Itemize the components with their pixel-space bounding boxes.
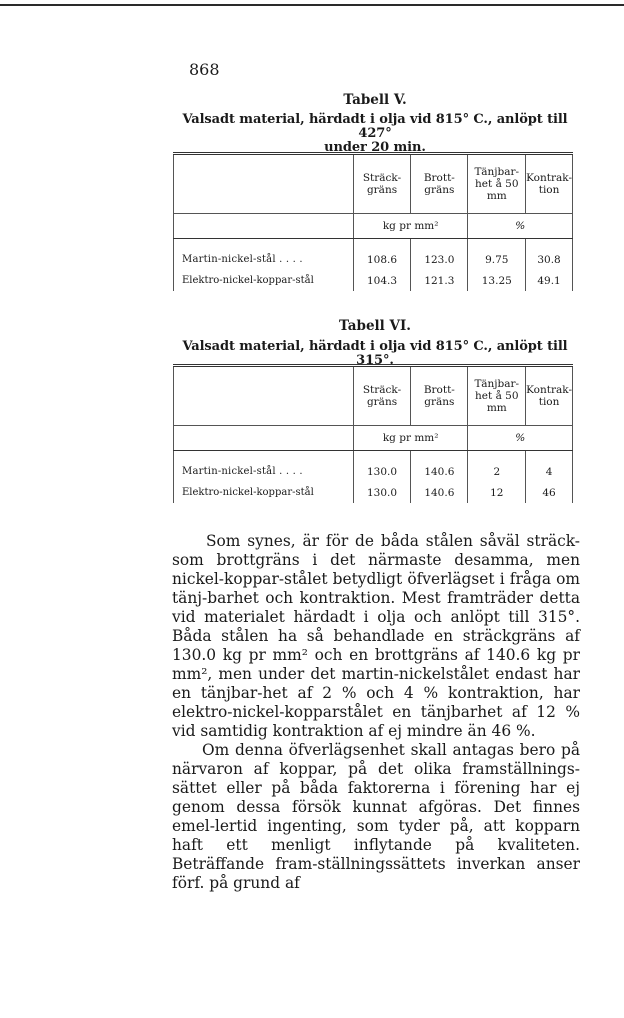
table-row: [174, 482, 573, 503]
page-number: 868: [189, 60, 220, 79]
table5-title: Tabell V.: [343, 92, 407, 108]
table5-caption-line1: Valsadt material, härdadt i olja vid 815° C., anlöpt till 427°: [182, 112, 568, 141]
table6-header-tanjbarhet: Tänjbar- het å 50 mm: [468, 366, 526, 426]
table5-row2-kontr: 49.1: [526, 270, 573, 291]
table5-row2-brott: 121.3: [411, 270, 468, 291]
table6-row2-name: Elektro-nickel-koppar-stål: [174, 482, 354, 503]
table6-row1-kontr: 4: [526, 461, 573, 482]
table6-unit-percent: %: [468, 426, 573, 451]
table6-row2-brott: 140.6: [411, 482, 468, 503]
table5-header-strackgrans: Sträck- gräns: [353, 154, 410, 214]
table5-header-kontraktion: Kontrak- tion: [526, 154, 573, 214]
table6-row2-strack: 130.0: [353, 482, 410, 503]
table5-row1-strack: 108.6: [353, 249, 410, 270]
table6-row1-name: Martin-nickel-stål . . . .: [174, 461, 354, 482]
table5: [173, 152, 573, 291]
table5-row1-tanj: 9.75: [468, 249, 526, 270]
table6-row1-strack: 130.0: [353, 461, 410, 482]
paragraph-2: Om denna öfverlägsenhet skall antagas bero på närvaron af koppar, på det olika framställnings-sättet eller på båda faktorerna i förening har ej genom dessa försök kunnat afgöras. Det finnes emel-lertid ingenting, som tyder på, att kopparn haft ett menligt inflytande på kvaliteten. Beträffande fram-ställningssättets inverkan anser förf. på grund af: [172, 741, 580, 892]
table6-caption-line1: Valsadt material, härdadt i olja vid 815° C., anlöpt till 315°.: [182, 339, 568, 368]
table5-row1-name: Martin-nickel-stål . . . .: [174, 249, 354, 270]
table-row: [174, 249, 573, 270]
table6-header-brottgrans: Brott- gräns: [411, 366, 468, 426]
table6-title: Tabell VI.: [339, 318, 411, 334]
table6: [173, 364, 573, 503]
table5-unit-kg: kg pr mm²: [353, 214, 468, 239]
table6-row1-brott: 140.6: [411, 461, 468, 482]
table5-row2-name: Elektro-nickel-koppar-stål: [174, 270, 354, 291]
table6-header-kontraktion: Kontrak- tion: [526, 366, 573, 426]
table5-row1-kontr: 30.8: [526, 249, 573, 270]
table5-caption: [172, 113, 578, 155]
page-top-edge: [0, 4, 624, 6]
table6-row2-kontr: 46: [526, 482, 573, 503]
table-row: [174, 270, 573, 291]
table5-caption-line2: under 20 min.: [324, 140, 426, 155]
table5-unit-percent: %: [468, 214, 573, 239]
table6-unit-kg: kg pr mm²: [353, 426, 468, 451]
table6-row2-tanj: 12: [468, 482, 526, 503]
body-text: [172, 532, 580, 893]
table-row: [174, 461, 573, 482]
table5-row1-brott: 123.0: [411, 249, 468, 270]
table5-row2-tanj: 13.25: [468, 270, 526, 291]
paragraph-1: Som synes, är för de båda stålen såväl sträck-som brottgräns i det närmaste desamma, men nickel-koppar-stålet betydligt öfverlägset i fråga om tänj-barhet och kontraktion. Mest framträder detta vid materialet härdadt i olja och anlöpt till 315°. Båda stålen ha så behandlade en sträckgräns af 130.0 kg pr mm² och en brottgräns af 140.6 kg pr mm², men under det martin-nickelstålet endast har en tänjbar-het af 2 % och 4 % kontraktion, har elektro-nickel-kopparstålet en tänjbarhet af 12 % vid samtidig kontraktion af ej mindre än 46 %.: [172, 532, 580, 740]
table5-header-brottgrans: Brott- gräns: [411, 154, 468, 214]
table5-header-tanjbarhet: Tänjbar- het å 50 mm: [468, 154, 526, 214]
table6-row1-tanj: 2: [468, 461, 526, 482]
table6-header-strackgrans: Sträck- gräns: [353, 366, 410, 426]
table5-row2-strack: 104.3: [353, 270, 410, 291]
